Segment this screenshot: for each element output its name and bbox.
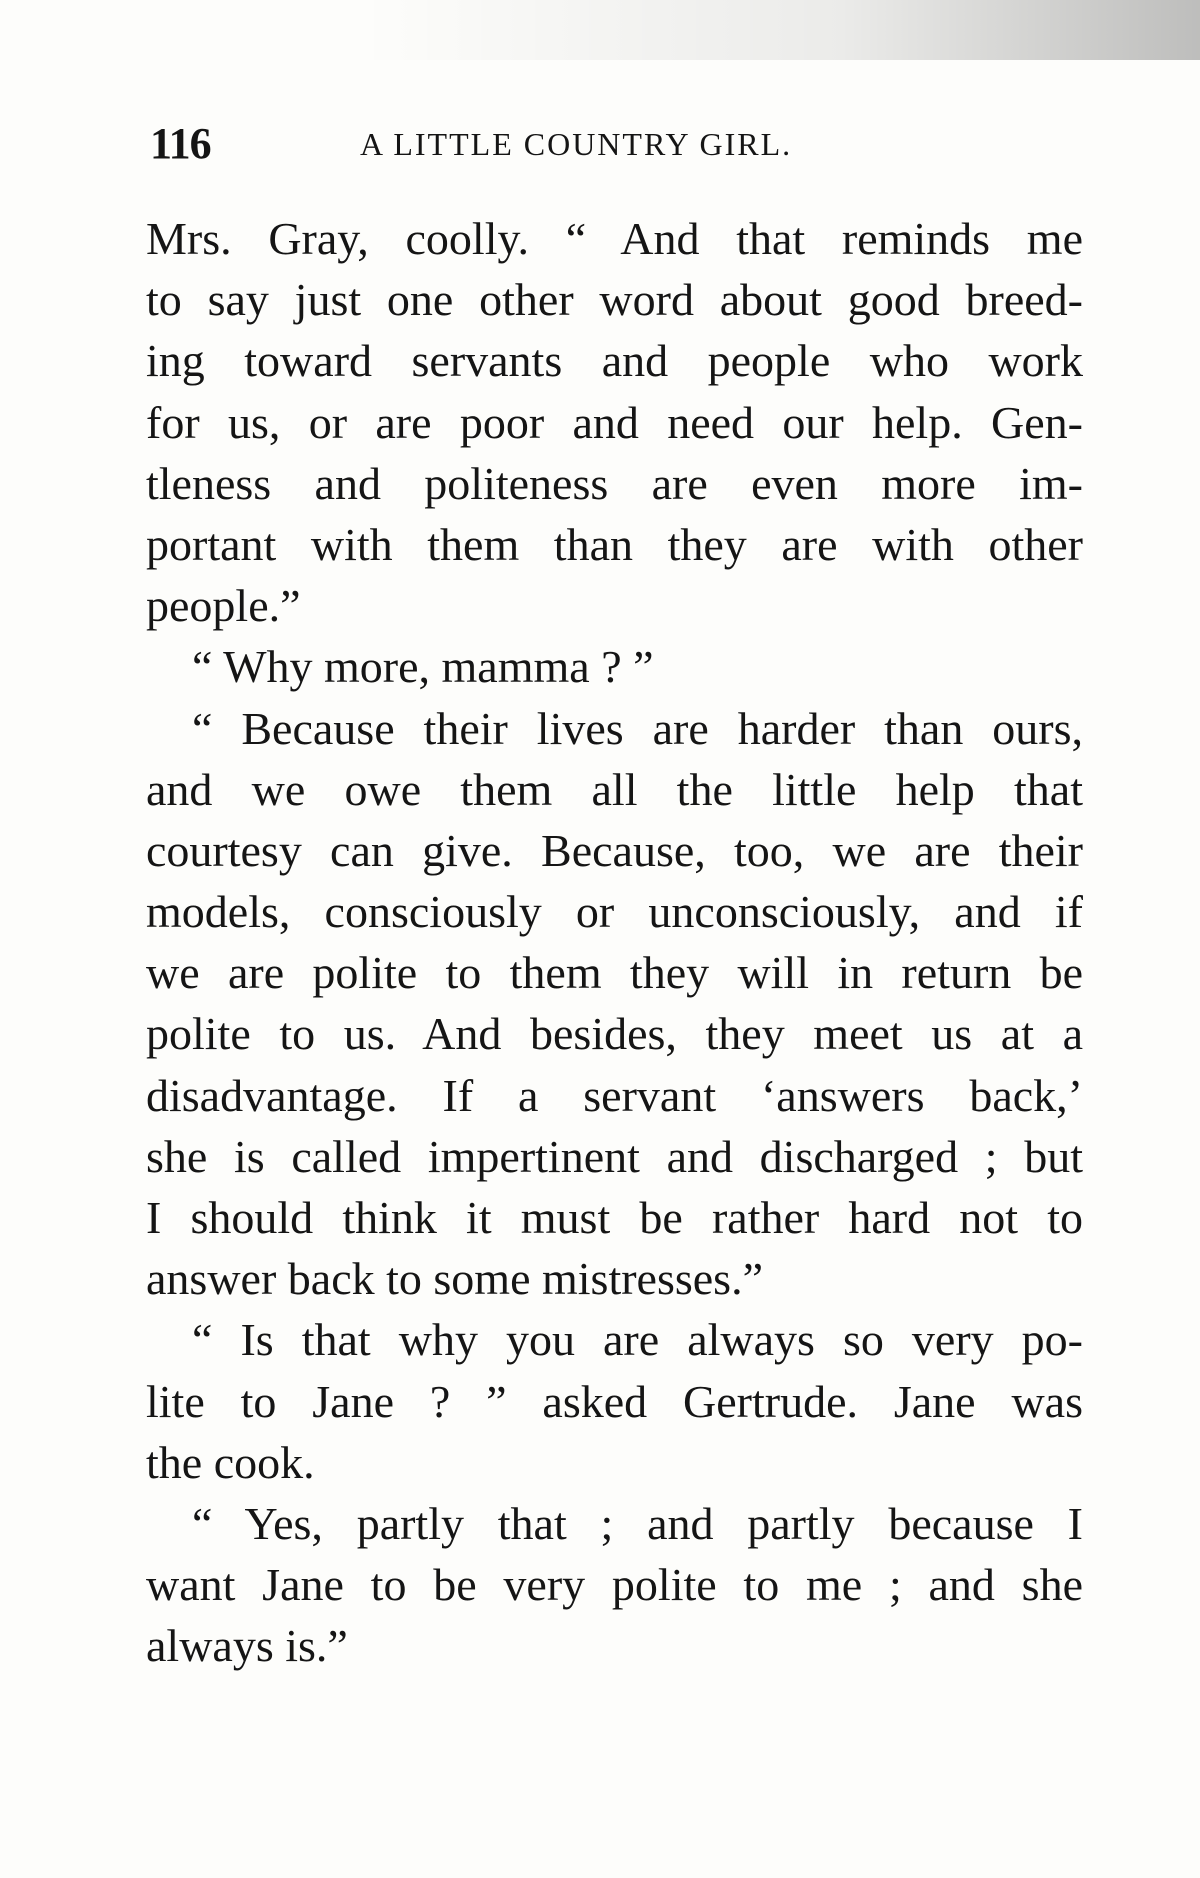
- text-line: ing toward servants and people who work: [146, 335, 1083, 387]
- text-line: answer back to some mistresses.”: [146, 1253, 764, 1305]
- text-line: lite to Jane ? ” asked Gertrude. Jane was: [146, 1375, 1083, 1427]
- text-line: courtesy can give. Because, too, we are their: [146, 824, 1083, 876]
- text-line: to say just one other word about good breed-: [146, 274, 1083, 326]
- text-line: disadvantage. If a servant ‘answers back,’: [146, 1069, 1083, 1121]
- text-line: Mrs. Gray, coolly. “ And that reminds me: [146, 213, 1083, 264]
- text-line: tleness and politeness are even more im-: [146, 457, 1083, 509]
- scan-noise: [0, 0, 1200, 60]
- page-number: 116: [150, 119, 211, 168]
- text-line: we are polite to them they will in return be: [146, 947, 1083, 999]
- text-line: models, consciously or unconsciously, and if: [146, 886, 1083, 938]
- text-line: she is called impertinent and discharged ; but: [146, 1130, 1083, 1182]
- text-line: portant with them than they are with other: [146, 518, 1083, 570]
- text-line: the cook.: [146, 1436, 315, 1488]
- page-body: [146, 208, 1083, 1677]
- text-line: “ Why more, mamma ? ”: [192, 641, 654, 693]
- running-title: A LITTLE COUNTRY GIRL.: [360, 126, 793, 162]
- text-line: “ Yes, partly that ; and partly because I: [192, 1497, 1083, 1549]
- text-line: for us, or are poor and need our help. Gen-: [146, 396, 1083, 448]
- text-line: polite to us. And besides, they meet us at a: [146, 1008, 1083, 1060]
- running-header: [150, 118, 1090, 168]
- text-line: people.”: [146, 580, 301, 632]
- text-line: always is.”: [146, 1620, 348, 1672]
- text-line: want Jane to be very polite to me ; and she: [146, 1559, 1083, 1611]
- text-line: “ Because their lives are harder than ours,: [192, 702, 1083, 754]
- text-line: I should think it must be rather hard not to: [146, 1192, 1083, 1243]
- text-line: and we owe them all the little help that: [146, 763, 1083, 815]
- text-line: “ Is that why you are always so very po-: [192, 1314, 1083, 1366]
